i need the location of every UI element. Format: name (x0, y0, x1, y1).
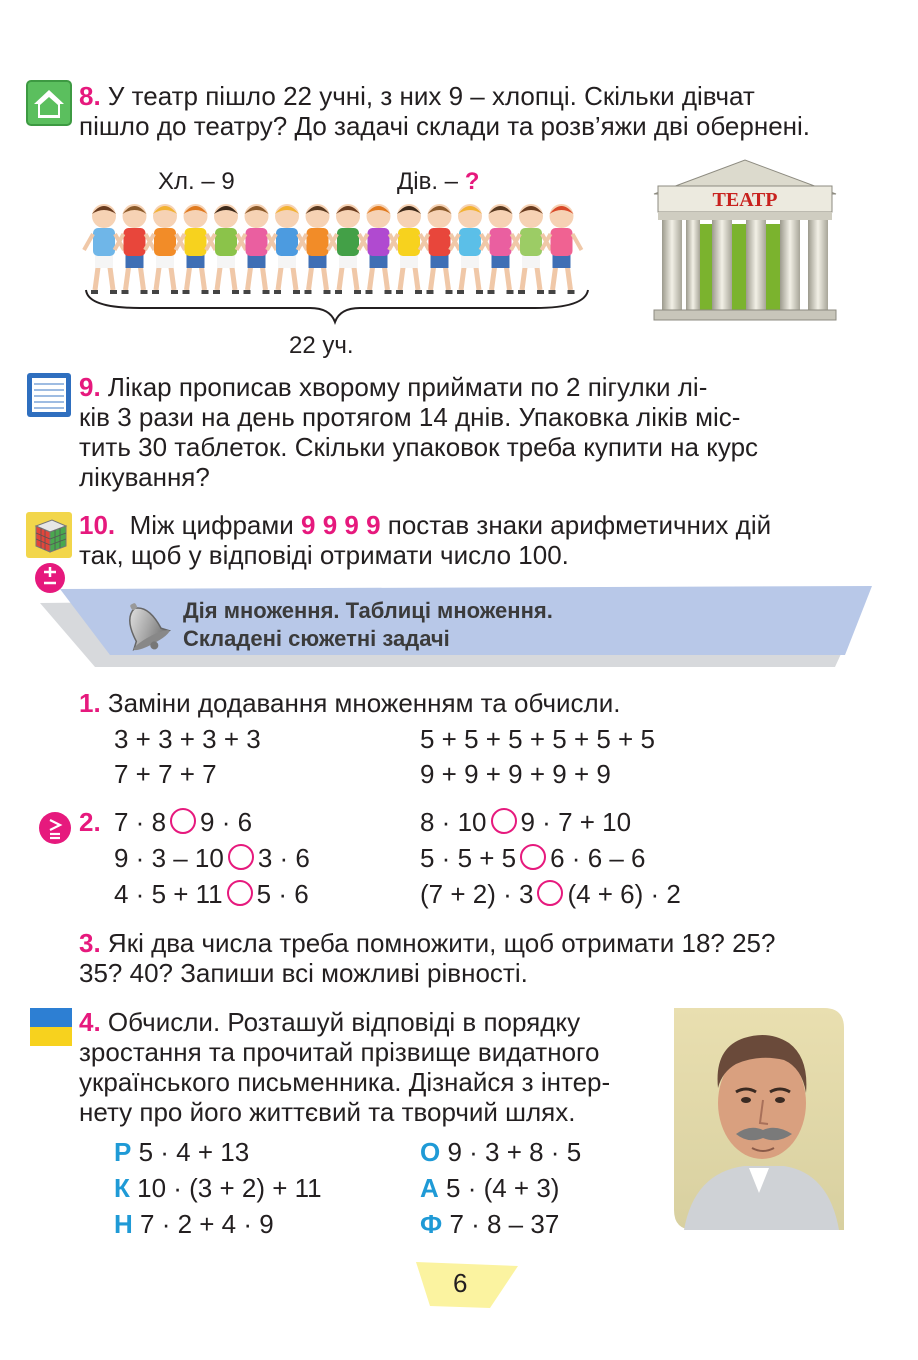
compare-circle[interactable] (520, 844, 546, 870)
total-brace (86, 290, 588, 322)
bell-icon (112, 596, 176, 656)
ex1-right-1: 5 + 5 + 5 + 5 + 5 + 5 (420, 724, 655, 754)
ex4-expr: 9 · 3 + 8 · 5 (447, 1137, 582, 1167)
theatre-sign: ТЕАТР (712, 189, 778, 211)
ex4-expr: 7 · 2 + 4 · 9 (140, 1209, 274, 1239)
task10-number: 10. (79, 510, 116, 540)
ex2-r3-r-a: (7 + 2) · 3 (420, 879, 534, 909)
ex4-letter: А (420, 1173, 439, 1203)
ex4-item-o (420, 1137, 581, 1167)
notebook-icon (26, 372, 72, 418)
ex2-r2-l-b: 3 · 6 (257, 843, 310, 873)
ex4-expr: 10 · (3 + 2) + 11 (137, 1173, 322, 1203)
child-figure (176, 204, 216, 292)
total-label: 22 уч. (289, 332, 354, 359)
task10-text-a: Між цифрами (129, 510, 302, 540)
ex1-heading (79, 688, 620, 718)
child-figure (359, 204, 399, 292)
task8-line1: У театр пішло 22 учні, з них 9 – хлопці. Скільки дівчат (107, 81, 755, 111)
compare-circle[interactable] (227, 880, 253, 906)
ex4-letter: Р (114, 1137, 132, 1167)
ex2-number: 2. (79, 807, 101, 837)
ex4-item-n (114, 1209, 274, 1239)
section-title (183, 597, 553, 653)
ex4-item-k (114, 1173, 322, 1203)
ex4-letter: О (420, 1137, 441, 1167)
ex4-line3: українського письменника. Дізнайся з інтер- (79, 1067, 611, 1097)
ex2-r1-l-a: 7 · 8 (114, 807, 167, 837)
child-figure (511, 204, 551, 292)
ex2-r2-r-b: 6 · 6 – 6 (550, 843, 646, 873)
ex4-text (79, 1007, 651, 1127)
section-title-line1: Дія множення. Таблиці множення. (183, 598, 553, 623)
rubiks-cube-icon (26, 512, 72, 558)
ex4-line1: Обчисли. Розташуй відповіді в порядку (107, 1007, 581, 1037)
ex2-r2-r-a: 5 · 5 + 5 (420, 843, 517, 873)
ex2-row2-right (420, 843, 646, 873)
task10-digits: 9 9 9 9 (301, 510, 381, 540)
ex2-row3-left (114, 879, 309, 909)
ex4-number: 4. (79, 1007, 101, 1037)
writer-portrait (674, 1008, 844, 1230)
child-figure (298, 204, 338, 292)
child-figure (84, 204, 124, 292)
ex3-number: 3. (79, 928, 101, 958)
task9-text (79, 372, 845, 492)
ex4-line2: зростання та прочитай прізвище видатного (79, 1037, 600, 1067)
home-icon (26, 80, 72, 126)
boys-label: Хл. – 9 (158, 168, 235, 195)
task9-line3: тить 30 таблеток. Скільки упаковок треба купити на курс (79, 432, 759, 462)
ex4-item-r (114, 1137, 249, 1167)
ex4-letter: К (114, 1173, 130, 1203)
ex1-number: 1. (79, 688, 101, 718)
compare-circle[interactable] (491, 808, 517, 834)
child-figure (206, 204, 246, 292)
task9-line2: ків 3 рази на день протягом 14 днів. Упаковка ліків міс- (79, 402, 741, 432)
ex2-row2-left (114, 843, 310, 873)
child-figure (420, 204, 460, 292)
ex4-letter: Н (114, 1209, 133, 1239)
child-figure (389, 204, 429, 292)
ex2-r1-l-b: 9 · 6 (200, 807, 253, 837)
ex4-line4: нету про його життєвий та творчий шлях. (79, 1097, 576, 1127)
children-illustration (80, 198, 600, 328)
child-figure (542, 204, 582, 292)
ex2-r3-l-b: 5 · 6 (256, 879, 309, 909)
task8-line2: пішло до театру? До задачі склади та розв’яжи дві обернені. (79, 111, 811, 141)
child-figure (267, 204, 307, 292)
child-figure (237, 204, 277, 292)
ex2-r1-r-a: 8 · 10 (420, 807, 487, 837)
girls-label: Дів. – (397, 168, 465, 195)
page-number: 6 (453, 1268, 468, 1298)
ukraine-flag-icon (30, 1008, 72, 1046)
ex3-text (79, 928, 845, 988)
ex1-text: Заміни додавання множенням та обчисли. (107, 688, 621, 718)
ex2-row3-right (420, 879, 681, 909)
ex3-line1: Які два числа треба помножити, щоб отримати 18? 25? (107, 928, 776, 958)
girls-label-wrap (397, 168, 479, 196)
girls-question: ? (464, 168, 480, 195)
ex2-row1-left (114, 807, 252, 837)
child-figure (450, 204, 490, 292)
ex4-item-f (420, 1209, 559, 1239)
ex4-expr: 7 · 8 – 37 (449, 1209, 560, 1239)
child-figure (145, 204, 185, 292)
task10-text (79, 510, 845, 570)
task9-number: 9. (79, 372, 101, 402)
ex1-left-2: 7 + 7 + 7 (114, 759, 217, 789)
compare-circle[interactable] (170, 808, 196, 834)
ex4-item-a (420, 1173, 559, 1203)
task10-text-b: постав знаки арифметичних дій (380, 510, 772, 540)
theatre-illustration (650, 158, 840, 322)
compare-circle[interactable] (537, 880, 563, 906)
ex2-r3-r-b: (4 + 6) · 2 (567, 879, 681, 909)
ex2-row1-right (420, 807, 631, 837)
ex1-left-1: 3 + 3 + 3 + 3 (114, 724, 261, 754)
ex1-right-2: 9 + 9 + 9 + 9 + 9 (420, 759, 611, 789)
child-figure (328, 204, 368, 292)
ex2-r3-l-a: 4 · 5 + 11 (114, 879, 223, 909)
ex3-line2: 35? 40? Запиши всі можливі рівності. (79, 958, 528, 988)
compare-circle[interactable] (228, 844, 254, 870)
ex4-letter: Ф (420, 1209, 443, 1239)
ex2-r1-r-b: 9 · 7 + 10 (520, 807, 632, 837)
ex4-expr: 5 · (4 + 3) (446, 1173, 560, 1203)
child-figure (115, 204, 155, 292)
child-figure (481, 204, 521, 292)
ex2-r2-l-a: 9 · 3 – 10 (114, 843, 224, 873)
task9-line4: лікування? (79, 462, 210, 492)
compare-icon (38, 811, 72, 845)
ex4-expr: 5 · 4 + 13 (138, 1137, 250, 1167)
task8-text (79, 81, 845, 141)
task8-number: 8. (79, 81, 101, 111)
task10-line2: так, щоб у відповіді отримати число 100. (79, 540, 569, 570)
task9-line1: Лікар прописав хворому приймати по 2 пігулки лі- (107, 372, 708, 402)
section-title-line2: Складені сюжетні задачі (183, 626, 450, 651)
